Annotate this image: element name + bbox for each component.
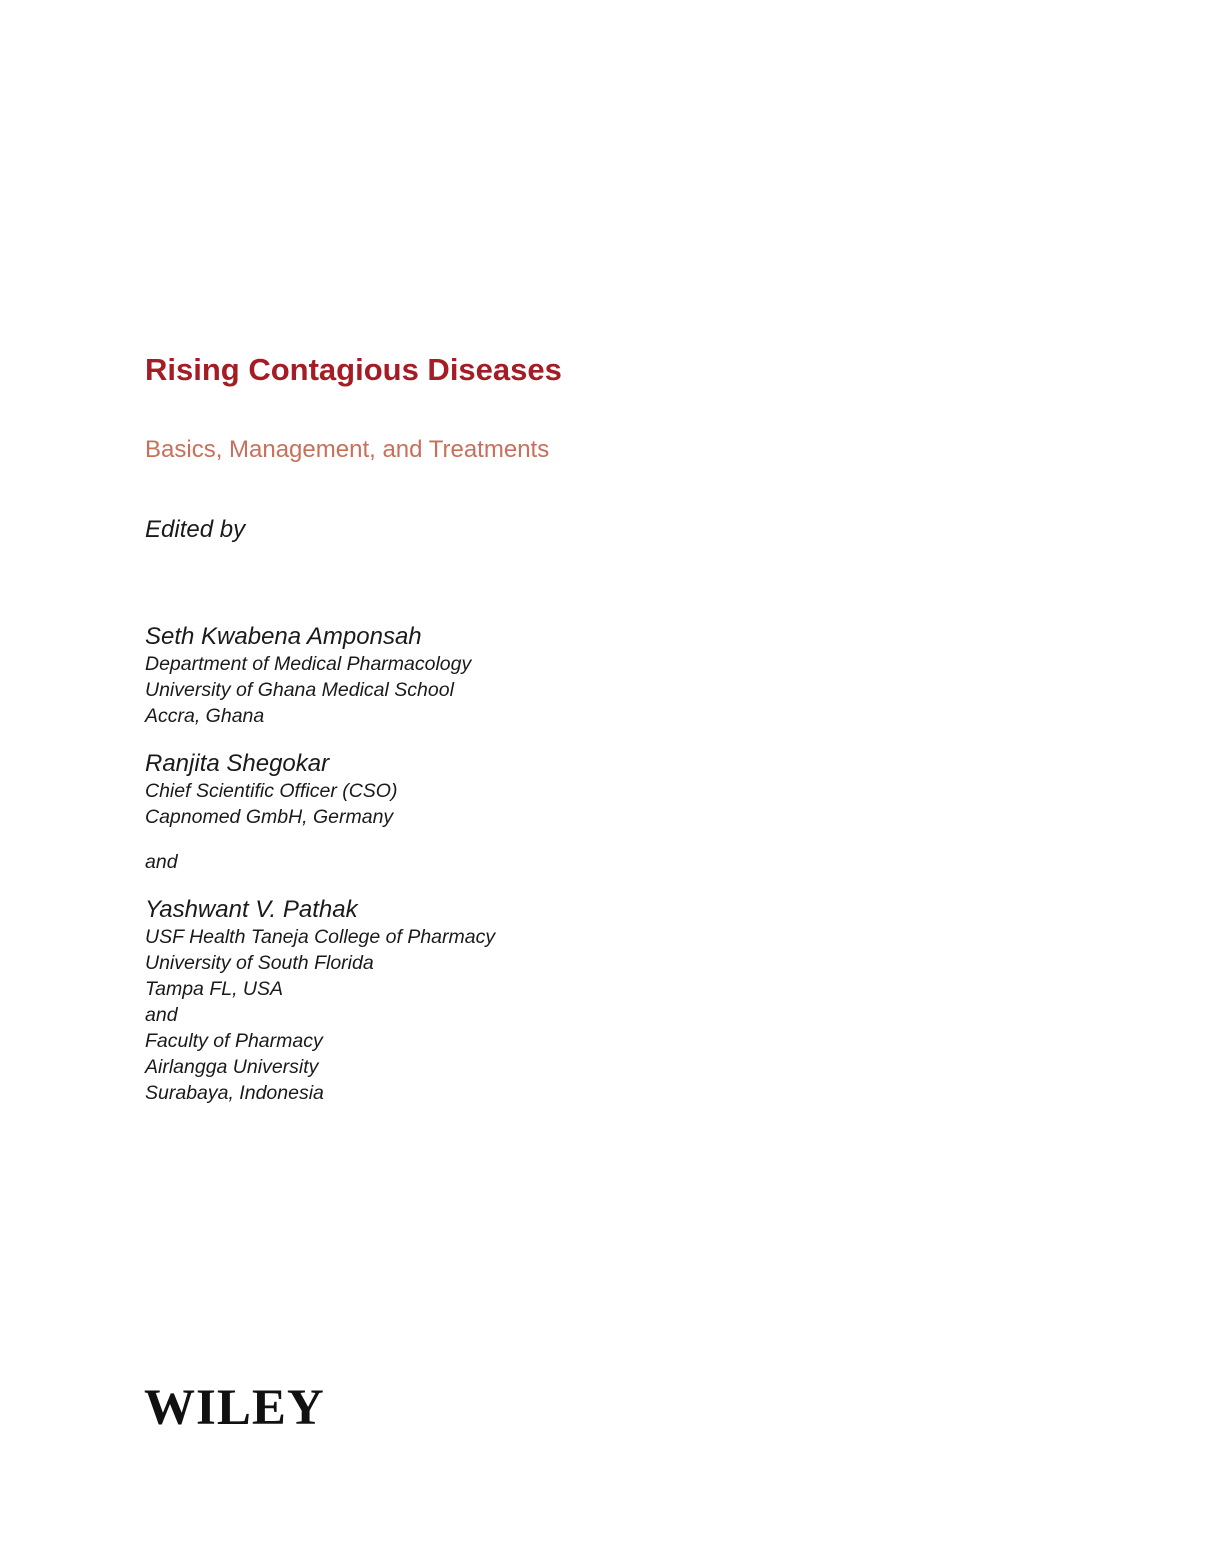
editor-affiliation-line: Chief Scientific Officer (CSO) xyxy=(145,780,398,802)
and-separator: and xyxy=(145,851,178,873)
editor-name: Ranjita Shegokar xyxy=(145,750,330,777)
editor-affiliation-line: Department of Medical Pharmacology xyxy=(145,653,472,675)
editor-name: Seth Kwabena Amponsah xyxy=(145,623,422,650)
editor-affiliation-line: Capnomed GmbH, Germany xyxy=(145,806,394,828)
editor-affiliation-line: Accra, Ghana xyxy=(145,705,265,727)
book-subtitle: Basics, Management, and Treatments xyxy=(145,436,550,463)
editor-block xyxy=(145,750,397,830)
editor-affiliation-line: Airlangga University xyxy=(145,1056,319,1078)
editor-affiliation-line: and xyxy=(145,1004,178,1026)
editor-affiliation-line: University of South Florida xyxy=(145,952,374,974)
book-title: Rising Contagious Diseases xyxy=(145,352,562,387)
edited-by-label: Edited by xyxy=(145,516,246,543)
editor-block xyxy=(145,623,471,729)
publisher-logo: WILEY xyxy=(144,1380,325,1436)
editor-affiliation-line: USF Health Taneja College of Pharmacy xyxy=(145,926,496,948)
editor-block xyxy=(145,896,495,1106)
editor-affiliation-line: Faculty of Pharmacy xyxy=(145,1030,323,1052)
editor-affiliation-line: University of Ghana Medical School xyxy=(145,679,454,701)
editor-affiliation-line: Tampa FL, USA xyxy=(145,978,284,1000)
editor-name: Yashwant V. Pathak xyxy=(145,896,358,923)
editor-affiliation-line: Surabaya, Indonesia xyxy=(145,1082,324,1104)
